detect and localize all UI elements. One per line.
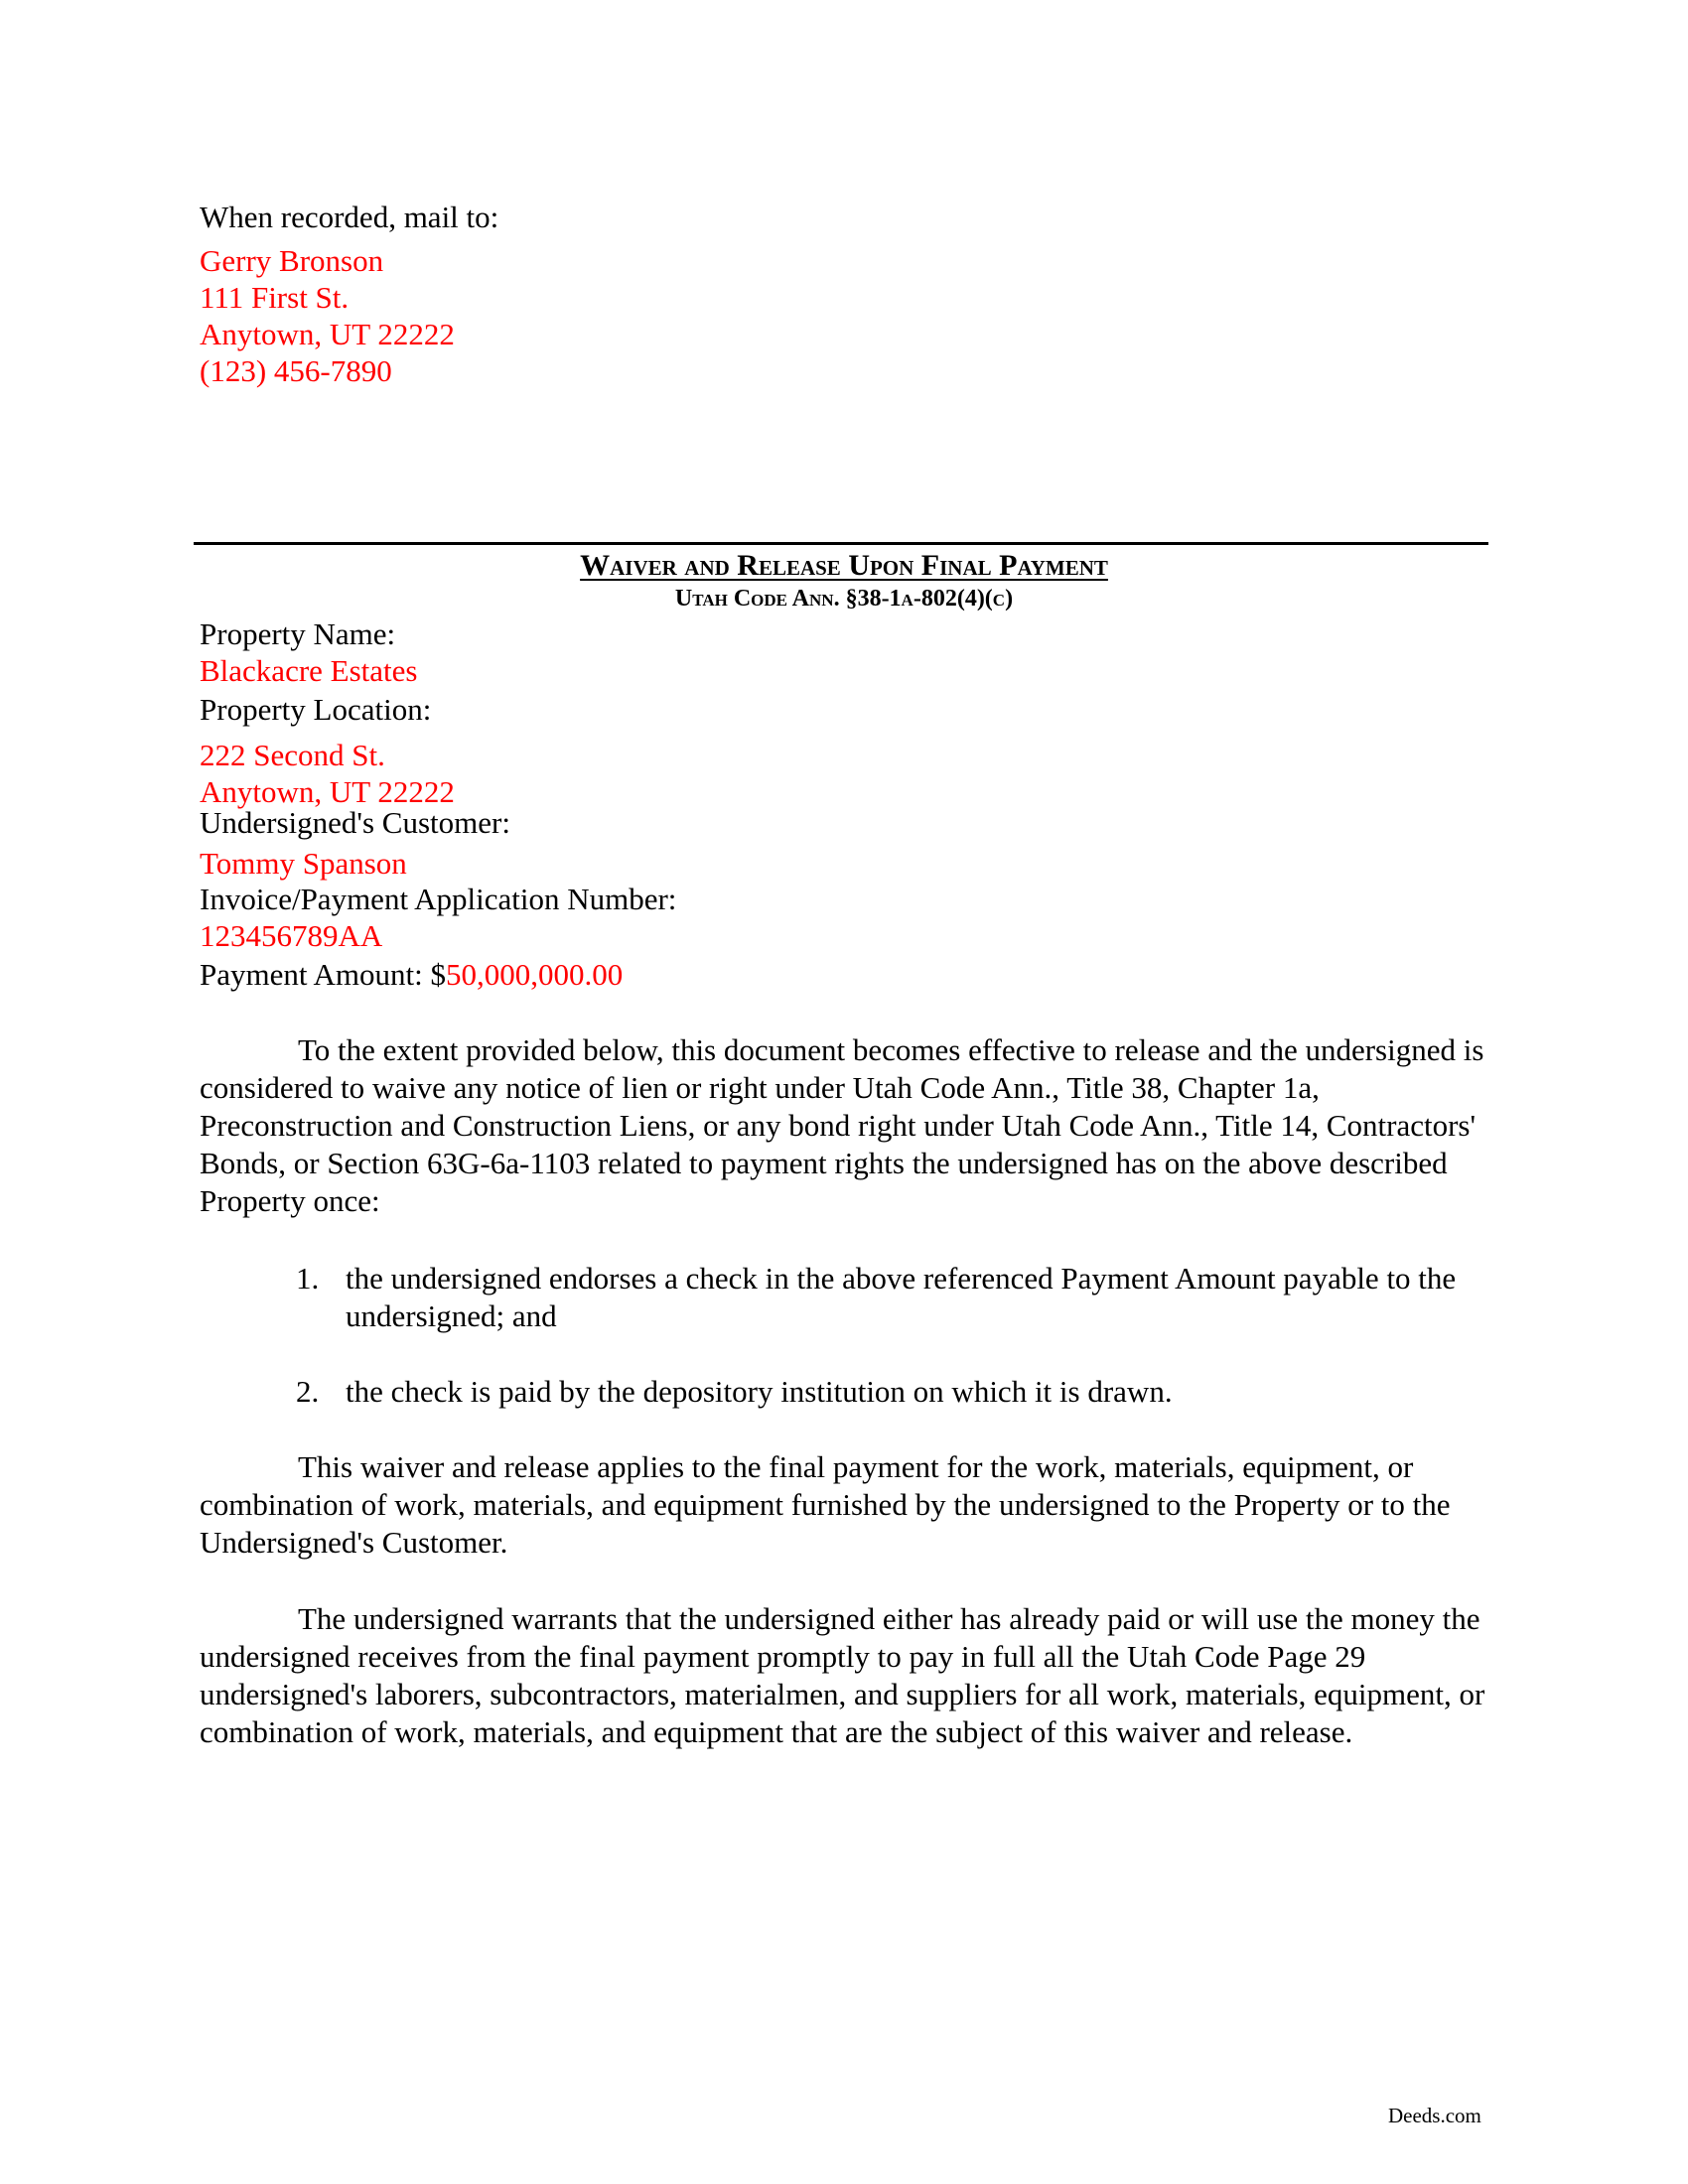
- paragraph-3-text: The undersigned warrants that the undersigned either has already paid or will use the money the undersigned receives from the final payment promptly to pay in full all the Utah Code Page 29 undersigned's laborers, subcontractors, materialmen, and suppliers for all work, materials, equipment, or combination of work, materials, and equipment that are the subject of this waiver and release.: [200, 1601, 1485, 1749]
- payment-amount-label: Payment Amount: $: [200, 957, 446, 992]
- mail-to-name: Gerry Bronson: [200, 243, 384, 278]
- payment-amount: [200, 956, 623, 994]
- paragraph-2-text: This waiver and release applies to the final payment for the work, materials, equipment, or combination of work, materials, and equipment furnished by the undersigned to the Property or to the Undersigned's Customer.: [200, 1449, 1451, 1560]
- mail-to-street: 111 First St.: [200, 280, 350, 315]
- horizontal-rule: [194, 542, 1488, 545]
- property-location-line1: 222 Second St.: [200, 738, 385, 772]
- statute-citation: Utah Code Ann. §38-1a-802(4)(c): [674, 586, 1014, 612]
- document-title-text: Waiver and Release Upon Final Payment: [580, 549, 1108, 582]
- invoice-value: 123456789AA: [200, 918, 383, 953]
- property-name-value: Blackacre Estates: [200, 653, 418, 688]
- mail-to-phone: (123) 456-7890: [200, 353, 392, 388]
- customer-label: Undersigned's Customer:: [200, 805, 510, 840]
- document-title: [0, 548, 1688, 584]
- list-item-2-text: the check is paid by the depository institution on which it is drawn.: [346, 1374, 1173, 1409]
- property-name-label: Property Name:: [200, 616, 396, 651]
- list-item-1-number: 1.: [296, 1261, 320, 1296]
- footer-brand: Deeds.com: [1388, 2104, 1481, 2127]
- mail-to-label: When recorded, mail to:: [200, 200, 499, 234]
- payment-amount-value: 50,000,000.00: [446, 957, 624, 992]
- paragraph-1: [200, 1031, 1490, 1220]
- paragraph-1-text: To the extent provided below, this document becomes effective to release and the undersigned is considered to waive any notice of lien or right under Utah Code Ann., Title 38, Chapter 1a, Preconstruction and Construction Liens, or any bond right under Utah Code Ann., Title 14, Contractors' Bonds, or Section 63G-6a-1103 related to payment rights the undersigned has on the above described Property once:: [200, 1032, 1484, 1218]
- property-location-label: Property Location:: [200, 692, 432, 727]
- mail-to-city: Anytown, UT 22222: [200, 317, 455, 351]
- paragraph-3: [200, 1600, 1490, 1751]
- customer-value: Tommy Spanson: [200, 846, 407, 881]
- list-item-2-number: 2.: [296, 1374, 320, 1409]
- paragraph-2: [200, 1448, 1490, 1562]
- list-item-1-text: the undersigned endorses a check in the above referenced Payment Amount payable to the undersigned; and: [346, 1261, 1457, 1333]
- invoice-label: Invoice/Payment Application Number:: [200, 882, 677, 916]
- property-location-line2: Anytown, UT 22222: [200, 774, 455, 809]
